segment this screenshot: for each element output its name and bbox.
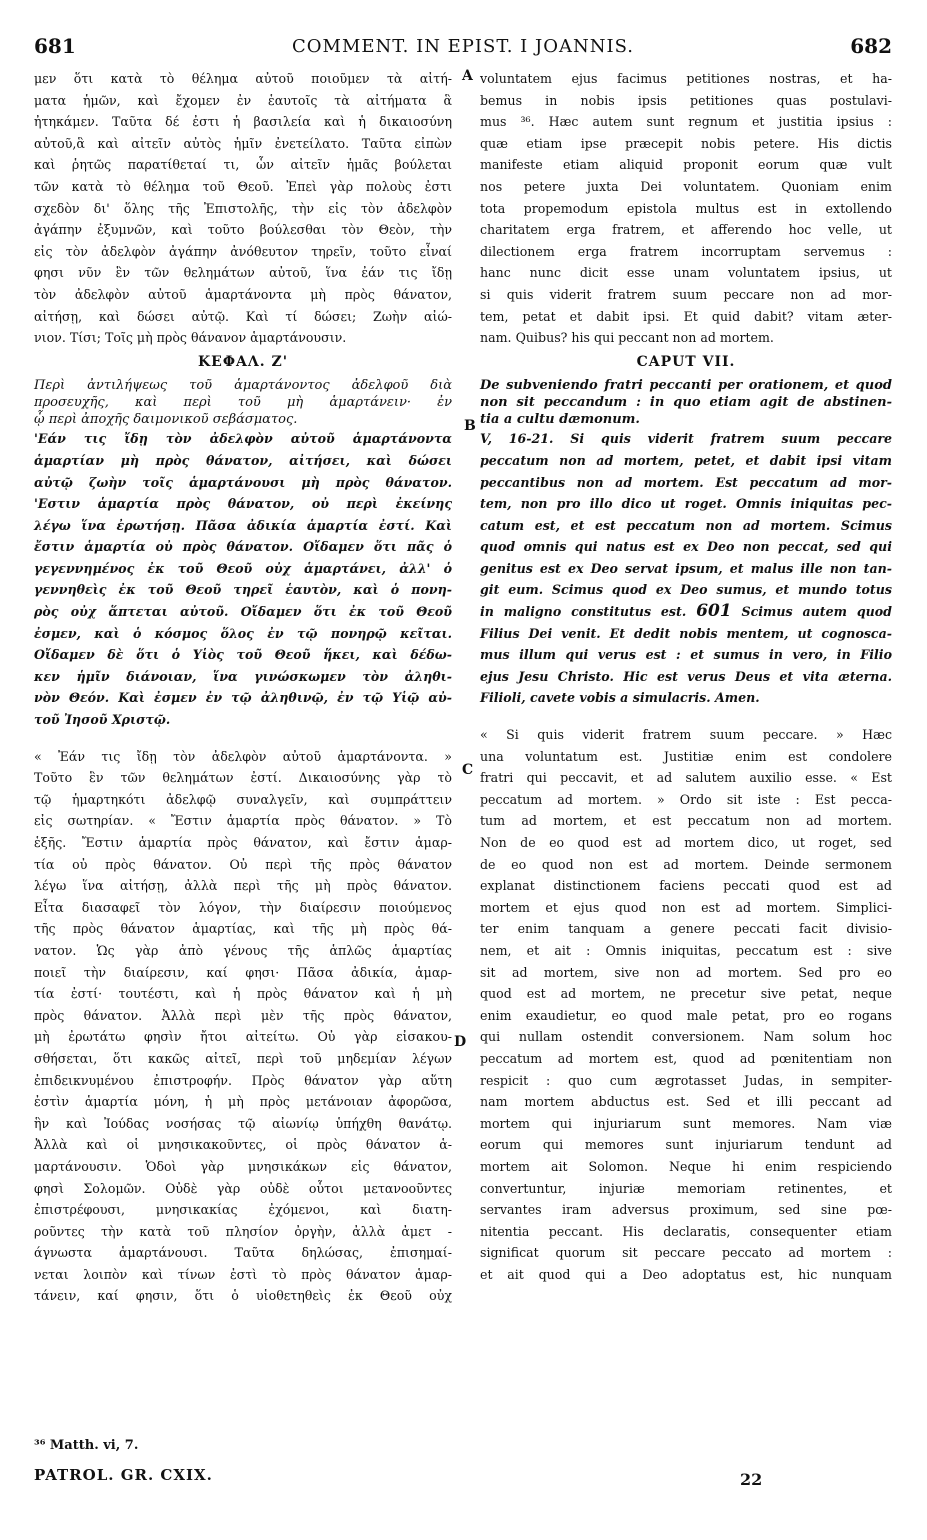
greek-chapter-summary <box>34 377 452 428</box>
running-title: COMMENT. IN EPIST. I JOANNIS. <box>292 36 634 57</box>
text-line: ἁμαρτίαν μὴ πρὸς θάνατον, αἰτήσει, καὶ δώσει <box>34 452 452 468</box>
text-line: 'Εάν τις ἴδῃ τὸν ἀδελφὸν αὐτοῦ ἁμαρτάνοντα <box>34 431 452 447</box>
text-line: νεται λοιπὸν καὶ τίνων ἐστὶ τὸ πρὸς θάνατον ἁμαρ- <box>34 1266 452 1282</box>
text-line: ἠτηκάμεν. Ταῦτα δέ ἐστι ἡ βασιλεία καὶ ἡ δικαιοσύνη <box>34 114 452 130</box>
text-line: mortem et ejus quod non est ad mortem. Simplici- <box>480 899 892 915</box>
text-span: in maligno constitutus est. <box>480 604 687 620</box>
text-line: V, 16-21. Si quis viderit fratrem suum peccare <box>480 431 892 447</box>
text-line: quæ etiam ipse præcepit nobis petere. His dictis <box>480 135 892 151</box>
text-line: bemus in nobis ipsis petitiones quas postulavi- <box>480 92 892 108</box>
text-line: σχεδὸν δι' ὅλης τῆς Ἐπιστολῆς, τὴν εἰς τὸν ἀδελφὸν <box>34 200 452 216</box>
text-line: et ait quod qui a Deo adoptatus est, hic nunquam <box>480 1266 892 1282</box>
text-line: λέγω ἵνα ἐρωτήσῃ. Πᾶσα ἀδικία ἁμαρτία ἐστί. Καὶ <box>34 517 452 533</box>
text-line: tem, non pro illo dico ut roget. Omnis iniquitas pec- <box>480 496 892 512</box>
text-line: dilectionem erga fratrem incorruptam servemus : <box>480 243 892 259</box>
greek-intro-text <box>34 68 452 349</box>
text-line: sit ad mortem, sive non ad mortem. Sed pro eo <box>480 964 892 980</box>
text-line: ἀγάπην ἐξυμνῶν, καὶ τοῦτο βούλεσθαι τὸν Θεὸν, τὴν <box>34 222 452 238</box>
text-line: manifeste etiam aliquid proponit eorum quæ vult <box>480 157 892 173</box>
text-line: Οἴδαμεν δὲ ὅτι ὁ Υἱὸς τοῦ Θεοῦ ἥκει, καὶ δέδω- <box>34 647 452 663</box>
text-line: γεννηθεὶς ἐκ τοῦ Θεοῦ τηρεῖ ἑαυτὸν, καὶ ὁ πονη- <box>34 582 452 598</box>
text-line: προσευχῆς, καὶ περὶ τοῦ μὴ ἁμαρτάνειν· ἐν <box>34 395 452 411</box>
text-line: Non de eo quod est ad mortem dico, ut roget, sed <box>480 835 892 850</box>
text-line: αὐτοῦ,ἃ καὶ αἰτεῖν αὐτὸς ἡμῖν ἐνετείλατο. Ταῦτα εἰπὼν <box>34 135 452 151</box>
latin-commentary <box>480 724 892 1285</box>
text-line: φησι νῦν ἓν τῶν θελημάτων αὐτοῦ, ἵνα ἐάν τις ἴδῃ <box>34 265 452 281</box>
text-line: nam mortem abductus est. Sed et illi peccant ad <box>480 1094 892 1110</box>
text-line: git eum. Scimus quod ex Deo sumus, et mundo totus <box>480 582 892 598</box>
text-line: peccatum ad mortem. » Ordo sit iste : Est pecca- <box>480 791 892 807</box>
text-line: καὶ ῥητῶς παρατίθεταί τι, ὧν αἰτεῖν ἡμᾶς βούλεται <box>34 157 452 173</box>
text-line: ἑξῆς. Ἔστιν ἁμαρτία πρὸς θάνατον, καὶ ἔστιν ἁμαρ- <box>34 835 452 850</box>
text-line: ἐπιστρέφουσι, μνησικακίας ἐχόμενοι, καὶ διατη- <box>34 1202 452 1218</box>
text-span: Scimus autem quod <box>741 604 892 620</box>
text-line: ἐσμεν, καὶ ὁ κόσμος ὅλος ἐν τῷ πονηρῷ κεῖται. <box>34 625 452 641</box>
text-line: ἐστὶν ἁμαρτία μόνη, ἡ μὴ πρὸς μετάνοιαν ἀφορῶσα, <box>34 1094 452 1110</box>
text-line: εἰς τὸν ἀδελφὸν ἀγάπην ἀνόθευτον τηρεῖν, τοῦτο εἶναί <box>34 243 452 259</box>
text-line: ποιεῖ τὴν διαίρεσιν, καί φησι· Πᾶσα ἀδικία, ἁμαρ- <box>34 964 452 980</box>
greek-commentary <box>34 746 452 1307</box>
text-line: eorum qui memores sunt injuriarum tendunt ad <box>480 1137 892 1153</box>
text-line: ejus Jesu Christo. Hic est verus Deus et vita æterna. <box>480 668 892 684</box>
text-line: tota propemodum epistola multus est in extollendo <box>480 200 892 216</box>
text-line: μεν ὅτι κατὰ τὸ θέλημα αὐτοῦ ποιοῦμεν τὰ αἰτή- <box>34 71 452 86</box>
text-line: catum est, et est peccatum non ad mortem. Scimus <box>480 517 892 533</box>
text-line: νιον. Τίσι; Τοῖς μὴ πρὸς θάνανον ἁμαρτάνουσιν. <box>34 330 347 346</box>
text-line: voluntatem ejus facimus petitiones nostras, et ha- <box>480 71 892 86</box>
text-line: enim exaudietur, eo quod male petat, pro eo rogans <box>480 1007 892 1023</box>
text-line: « Ἐάν τις ἴδῃ τὸν ἀδελφὸν αὐτοῦ ἁμαρτάνοντα. » <box>34 748 452 764</box>
text-line: peccantibus non ad mortem. Est peccatum ad mor- <box>480 474 892 490</box>
text-line: τῆς πρὸς θάνατον ἁμαρτίας, καὶ τῆς μὴ πρὸς θά- <box>34 921 452 937</box>
left-page-number: 681 <box>34 34 76 58</box>
text-line: tum ad mortem, et est peccatum non ad mortem. <box>480 813 892 829</box>
text-line: μὴ ἐρωτάτω φησὶν ἤτοι αἰτείτω. Οὐ γὰρ εἰσακου- <box>34 1029 452 1045</box>
text-line: mus illum qui verus est : et sumus in vero, in Filio <box>480 647 892 663</box>
text-line: non sit peccandum : in quo etiam agit de abstinen- <box>480 395 892 411</box>
text-line: fratri qui peccavit, et ad salutem auxilio esse. « Est <box>480 770 892 786</box>
text-line: ter enim tanquam a genere peccati facit divisio- <box>480 921 892 937</box>
text-line: αἰτήσῃ, καὶ δώσει αὐτῷ. Καὶ τί δώσει; Ζωὴν αἰώ- <box>34 308 452 324</box>
text-line: 'Εστιν ἁμαρτία πρὸς θάνατον, οὐ περὶ ἐκείνης <box>34 496 452 512</box>
text-line: τάνειν, καί φησιν, ὅτι ὁ υἱοθετηθεὶς ἐκ Θεοῦ οὐχ <box>34 1288 452 1304</box>
text-line: Ἀλλὰ καὶ οἱ μνησικακοῦντες, οἱ πρὸς θάνατον ἁ- <box>34 1137 452 1153</box>
text-line: convertuntur, injuriæ memoriam retinentes, et <box>480 1180 892 1196</box>
text-line: nitentia peccant. His declaratis, consequenter etiam <box>480 1223 892 1239</box>
text-line: Περὶ ἀντιλήψεως τοῦ ἁμαρτάνοντος ἀδελφοῦ διὰ <box>34 378 452 394</box>
text-line: Filius Dei venit. Et dedit nobis mentem, ut cognosca- <box>480 625 892 641</box>
text-line: Εἶτα διασαφεῖ τὸν λόγον, τὴν διαίρεσιν ποιούμενος <box>34 899 452 915</box>
column-number: 601 <box>696 601 732 622</box>
text-line: « Si quis viderit fratrem suum peccare. » Hæc <box>480 727 892 743</box>
text-line: charitatem erga fratrem, et afferendo hoc velle, ut <box>480 222 892 238</box>
text-line: τοῦ Ἰησοῦ Χριστῷ. <box>34 712 171 728</box>
text-line: φησὶ Σολομῶν. Οὐδὲ γὰρ οὐδὲ οὗτοι μετανοοῦντες <box>34 1180 452 1196</box>
latin-chapter-summary <box>480 377 892 428</box>
text-line: quod omnis qui natus est ex Deo non peccat, sed qui <box>480 539 892 555</box>
text-line: genitus est ex Deo servat ipsum, et malus ille non tan- <box>480 560 892 576</box>
text-line: peccatum ad mortem est, quod ad pœnitentiam non <box>480 1050 892 1066</box>
text-line: Filioli, cavete vobis a simulacris. Amen. <box>480 690 760 706</box>
text-line: εἰς σωτηρίαν. « Ἔστιν ἁμαρτία πρὸς θάνατον. » Τὸ <box>34 813 452 829</box>
text-line: τῷ ἡμαρτηκότι ἀδελφῷ συναλγεῖν, καὶ συμπράττειν <box>34 791 452 807</box>
margin-letter-c: C <box>462 762 474 778</box>
text-line: servantes iram adversus proximum, sed sine pœ- <box>480 1202 892 1218</box>
text-line: σθήσεται, ὅτι κακῶς αἰτεῖ, περὶ τοῦ μηδεμίαν λέγων <box>34 1050 452 1066</box>
text-line: τία ἐστί· τουτέστι, καὶ ἡ πρὸς θάνατον καὶ ἡ μὴ <box>34 986 452 1002</box>
text-line: ἐπιδεικνυμένου ἐπιστροφήν. Πρὸς θάνατον γὰρ αὕτη <box>34 1072 452 1088</box>
text-line: si quis viderit fratrem suum peccare non ad mor- <box>480 286 892 302</box>
text-line: ματα ἡμῶν, καὶ ἔχομεν ἐν ἑαυτοῖς τὰ αἰτήματα ἃ <box>34 92 452 108</box>
page <box>34 34 892 1494</box>
text-line: νὸν Θεόν. Καὶ ἐσμεν ἐν τῷ ἀληθινῷ, ἐν τῷ Υἱῷ αὐ- <box>34 690 452 706</box>
margin-letter-d: D <box>454 1034 467 1050</box>
text-line: ἣν καὶ Ἰούδας νοσήσας τῷ αἰωνίῳ ὑπήχθη θανάτῳ. <box>34 1115 452 1131</box>
text-line: una voluntatum est. Justitiæ enim est condolere <box>480 748 892 764</box>
text-line: άγνωστα ἁμαρτάνουσι. Ταῦτα δηλώσας, ἐπισημαί- <box>34 1245 452 1261</box>
text-line: τία οὐ πρὸς θάνατον. Οὐ περὶ τῆς πρὸς θάνατον <box>34 856 452 872</box>
latin-biblical-text <box>480 428 892 709</box>
text-line: tem, petat et dabit ipsi. Et quid dabit? vitam æter- <box>480 308 892 324</box>
margin-letter-a: A <box>462 68 473 84</box>
text-line: λέγω ἵνα αἰτήσῃ, ἀλλὰ περὶ τῆς μὴ πρὸς θάνατον. <box>34 878 452 894</box>
text-line: nos petere juxta Dei voluntatem. Quoniam enim <box>480 178 892 194</box>
text-line: nam. Quibus? his qui peccant non ad mortem. <box>480 330 774 346</box>
text-line: πρὸς θάνατον. Ἀλλὰ περὶ μὲν τῆς πρὸς θάνατον, <box>34 1007 452 1023</box>
text-line: respicit : quo cum ægrotasset Judas, in sempiter- <box>480 1072 892 1088</box>
text-line: ροῦντες τὴν κατὰ τοῦ πλησίον ὀργὴν, ἀλλὰ ἀμετ - <box>34 1223 452 1239</box>
text-line: τῶν κατὰ τὸ θέλημα τοῦ Θεοῦ. Ἐπεὶ γὰρ πολοὺς ἐστι <box>34 178 452 194</box>
text-line: ἔστιν ἁμαρτία οὐ πρὸς θάνατον. Οἴδαμεν ὅτι πᾶς ὁ <box>34 539 452 555</box>
signature-mark: PATROL. GR. CXIX. <box>34 1466 213 1484</box>
text-line: hanc nunc dicit esse unam voluntatem ipsius, ut <box>480 265 892 281</box>
text-line: tia a cultu dæmonum. <box>480 412 640 428</box>
text-line: γεγεννημένος ἐκ τοῦ Θεοῦ οὐχ ἁμαρτάνει, ἀλλ' ὁ <box>34 560 452 576</box>
right-page-number: 682 <box>850 34 892 58</box>
latin-chapter-heading: CAPUT VII. <box>636 353 736 370</box>
text-line: Τοῦτο ἓν τῶν θελημάτων ἐστί. Δικαιοσύνης γὰρ τὸ <box>34 770 452 786</box>
text-line: νατον. Ὡς γὰρ ἀπὸ γένους τῆς ἁπλῶς ἁμαρτίας <box>34 942 452 958</box>
text-line: qui nullam ostendit conversionem. Nam solum hoc <box>480 1029 892 1045</box>
signature-number: 22 <box>740 1470 763 1489</box>
text-line: mortem ait Solomon. Neque hi enim respiciendo <box>480 1158 892 1174</box>
text-line: mus ³⁶. Hæc autem sunt regnum et justitia ipsius : <box>480 114 892 130</box>
text-line: τὸν ἀδελφὸν αὐτοῦ ἁμαρτάνοντα μὴ πρὸς θάνατον, <box>34 286 452 302</box>
latin-intro-text <box>480 68 892 349</box>
margin-letter-b: B <box>464 418 476 434</box>
text-line: peccatum non ad mortem, petet, et dabit ipsi vitam <box>480 452 892 468</box>
footnote: ³⁶ Matth. vi, 7. <box>34 1438 139 1453</box>
running-header <box>34 34 892 62</box>
text-line: αὐτῷ ζωὴν τοῖς ἁμαρτάνουσι μὴ πρὸς θάνατον. <box>34 474 452 490</box>
latin-column <box>480 68 892 1285</box>
greek-column <box>34 68 452 1307</box>
greek-chapter-heading: ΚΕΦΑΛ. Ζ' <box>197 353 288 370</box>
text-line: explanat distinctionem faciens peccati quod est ad <box>480 878 892 894</box>
text-line: μαρτάνουσιν. Ὁδοὶ γὰρ μνησικάκων εἰς θάνατον, <box>34 1158 452 1174</box>
text-line: κεν ἡμῖν διάνοιαν, ἵνα γινώσκωμεν τὸν ἀληθι- <box>34 668 452 684</box>
text-line: de eo quod non est ad mortem. Deinde sermonem <box>480 856 892 872</box>
text-line: De subveniendo fratri peccanti per orationem, et quod <box>480 378 892 394</box>
text-line: ᾧ περὶ ἀποχῆς δαιμονικοῦ σεβάσματος. <box>34 412 298 428</box>
greek-biblical-text <box>34 428 452 730</box>
text-line: ρὸς οὐχ ἅπτεται αὐτοῦ. Οἴδαμεν ὅτι ἐκ τοῦ Θεοῦ <box>34 604 452 620</box>
text-line: nem, et ait : Omnis iniquitas, peccatum est : sive <box>480 942 892 958</box>
text-line: mortem qui injuriarum sunt memores. Nam viæ <box>480 1115 892 1131</box>
text-line <box>480 601 892 623</box>
text-line: quod est ad mortem, ne precetur sive petat, neque <box>480 986 892 1002</box>
text-line: significat quorum sit peccare peccato ad mortem : <box>480 1245 892 1261</box>
